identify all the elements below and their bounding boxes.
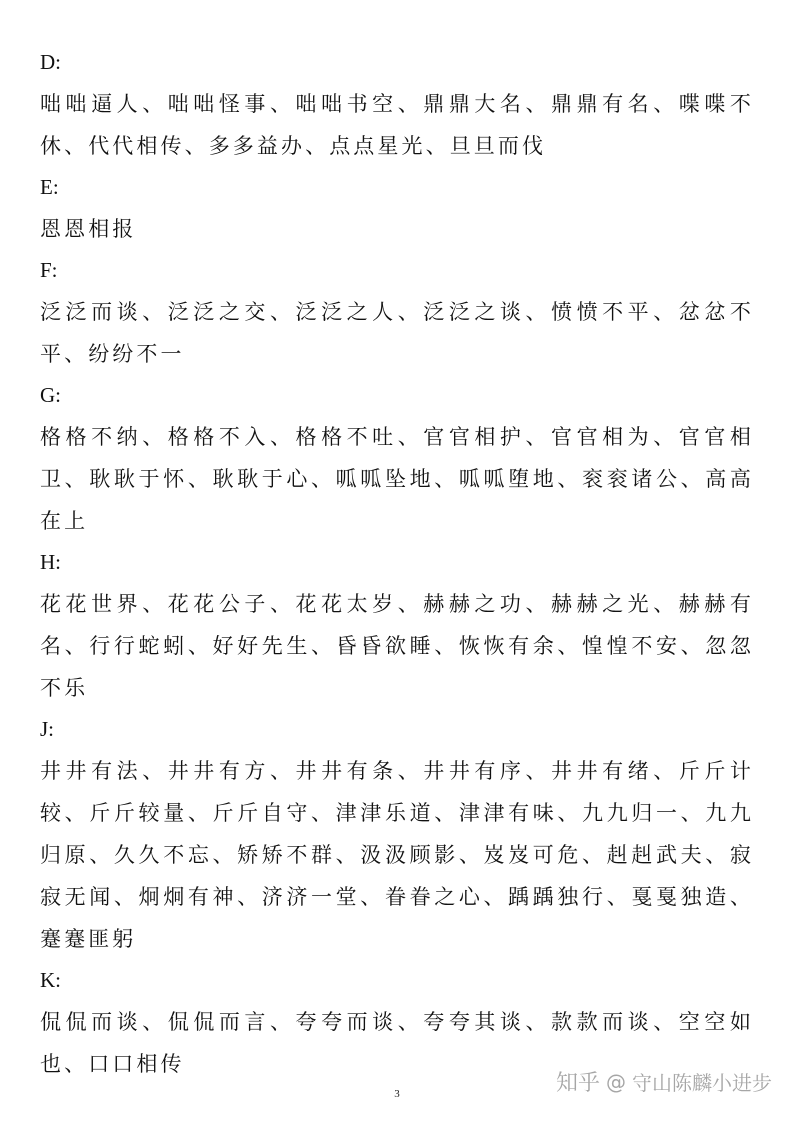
zhihu-logo: 知乎 (556, 1071, 601, 1096)
section-heading: H: (40, 550, 61, 574)
section-heading: G: (40, 383, 61, 407)
section-h (40, 542, 754, 709)
section-heading: D: (40, 50, 61, 74)
section-d (40, 42, 754, 167)
section-heading: F: (40, 258, 58, 282)
idiom-list: 泛泛而谈、泛泛之交、泛泛之人、泛泛之谈、愤愤不平、忿忿不平、纷纷不一 (40, 300, 754, 366)
watermark (556, 1066, 772, 1097)
idiom-list: 恩恩相报 (40, 217, 137, 241)
section-j (40, 709, 754, 960)
section-g (40, 375, 754, 542)
page-number: 3 (394, 1088, 400, 1100)
idiom-list: 咄咄逼人、咄咄怪事、咄咄书空、鼎鼎大名、鼎鼎有名、喋喋不休、代代相传、多多益办、点点星光、旦旦而伐 (40, 92, 754, 158)
section-f (40, 250, 754, 375)
section-e (40, 167, 754, 250)
at-sign: @ (606, 1069, 627, 1094)
document-body (40, 42, 754, 1085)
idiom-list: 格格不纳、格格不入、格格不吐、官官相护、官官相为、官官相卫、耿耿于怀、耿耿于心、呱呱坠地、呱呱堕地、衮衮诸公、高高在上 (40, 425, 754, 533)
idiom-list: 侃侃而谈、侃侃而言、夸夸而谈、夸夸其谈、款款而谈、空空如也、口口相传 (40, 1010, 754, 1076)
idiom-list: 花花世界、花花公子、花花太岁、赫赫之功、赫赫之光、赫赫有名、行行蛇蚓、好好先生、昏昏欲睡、恢恢有余、惶惶不安、忽忽不乐 (40, 592, 754, 700)
idiom-list: 井井有法、井井有方、井井有条、井井有序、井井有绪、斤斤计较、斤斤较量、斤斤自守、津津乐道、津津有味、九九归一、九九归原、久久不忘、矫矫不群、汲汲顾影、岌岌可危、赳赳武夫、寂寂无闻、炯炯有神、济济一堂、眷眷之心、踽踽独行、戛戛独造、蹇蹇匪躬 (40, 759, 754, 951)
section-heading: K: (40, 968, 61, 992)
section-heading: J: (40, 717, 55, 741)
section-heading: E: (40, 175, 59, 199)
watermark-username: 守山陈麟小进步 (632, 1071, 773, 1095)
